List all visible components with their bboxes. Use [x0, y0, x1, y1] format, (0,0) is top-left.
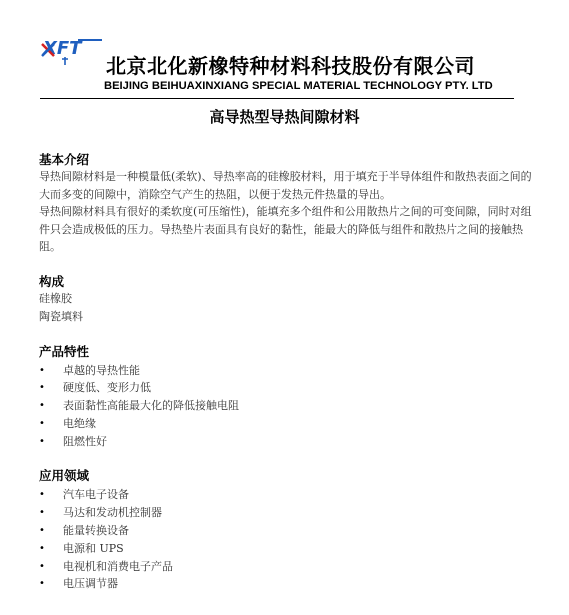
intro-paragraph: 导热间隙材料是一种模量低(柔软)、导热率高的硅橡胶材料，用于填充于半导体组件和散热表面之间的大而多变的间隙中，消除空气产生的热阻，以便于发热元件热量的导出。	[39, 170, 532, 201]
document-header	[40, 36, 518, 100]
bullet-icon: •	[39, 435, 45, 447]
svg-text:XFT: XFT	[43, 38, 82, 59]
company-logo-icon	[40, 36, 104, 66]
bullet-icon: •	[39, 560, 45, 572]
bullet-icon: •	[39, 489, 45, 501]
bullet-icon: •	[39, 400, 45, 412]
properties-section	[39, 344, 539, 451]
intro-heading: 基本介绍	[39, 152, 90, 167]
list-item	[39, 362, 539, 380]
property-text: 阻燃性好	[63, 434, 107, 448]
property-text: 表面黏性高能最大化的降低接触电阻	[63, 399, 239, 413]
applications-section	[39, 468, 539, 593]
bullet-icon: •	[39, 364, 45, 376]
application-text: 电压调节器	[63, 577, 118, 591]
application-text: 电源和 UPS	[63, 541, 124, 555]
applications-list	[39, 486, 539, 593]
bullet-icon: •	[39, 382, 45, 394]
list-item	[39, 540, 539, 558]
properties-list	[39, 362, 539, 451]
document-body	[39, 152, 539, 593]
composition-heading: 构成	[39, 273, 65, 289]
intro-paragraph: 导热间隙材料具有很好的柔软度(可压缩性)，能填充多个组件和公用散热片之间的可变间隙，同时对组件只会造成极低的压力。导热垫片表面具有良好的黏性，能最大的降低与组件和散热片之间的接触热阻。	[39, 205, 532, 253]
property-text: 卓越的导热性能	[63, 363, 140, 377]
composition-section	[39, 274, 539, 326]
list-item	[39, 504, 539, 522]
applications-heading: 应用领域	[39, 468, 90, 484]
list-item	[39, 397, 539, 415]
list-item	[39, 486, 539, 504]
company-name-english: BEIJING BEIHUAXINXIANG SPECIAL MATERIAL TECHNOLOGY PTY. LTD	[104, 80, 493, 92]
company-name-chinese: 北京北化新橡特种材料科技股份有限公司	[106, 54, 475, 78]
property-text: 硬度低、变形力低	[63, 381, 151, 395]
header-divider	[40, 98, 514, 99]
list-item	[39, 522, 539, 540]
bullet-icon: •	[39, 578, 45, 590]
properties-heading: 产品特性	[39, 343, 90, 359]
list-item	[39, 558, 539, 576]
list-item	[39, 433, 539, 451]
list-item	[39, 575, 539, 593]
property-text: 电绝缘	[63, 416, 96, 430]
application-text: 电视机和消费电子产品	[63, 559, 173, 573]
composition-item: 硅橡胶	[39, 291, 72, 305]
application-text: 马达和发动机控制器	[63, 506, 162, 520]
composition-item: 陶瓷填料	[39, 309, 83, 323]
bullet-icon: •	[39, 542, 45, 554]
document-title: 高导热型导热间隙材料	[209, 108, 360, 126]
bullet-icon: •	[39, 417, 45, 429]
bullet-icon: •	[39, 507, 45, 519]
list-item	[39, 379, 539, 397]
intro-section	[39, 152, 539, 256]
list-item	[39, 415, 539, 433]
bullet-icon: •	[39, 525, 45, 537]
application-text: 汽车电子设备	[63, 488, 129, 502]
application-text: 能量转换设备	[63, 524, 129, 538]
